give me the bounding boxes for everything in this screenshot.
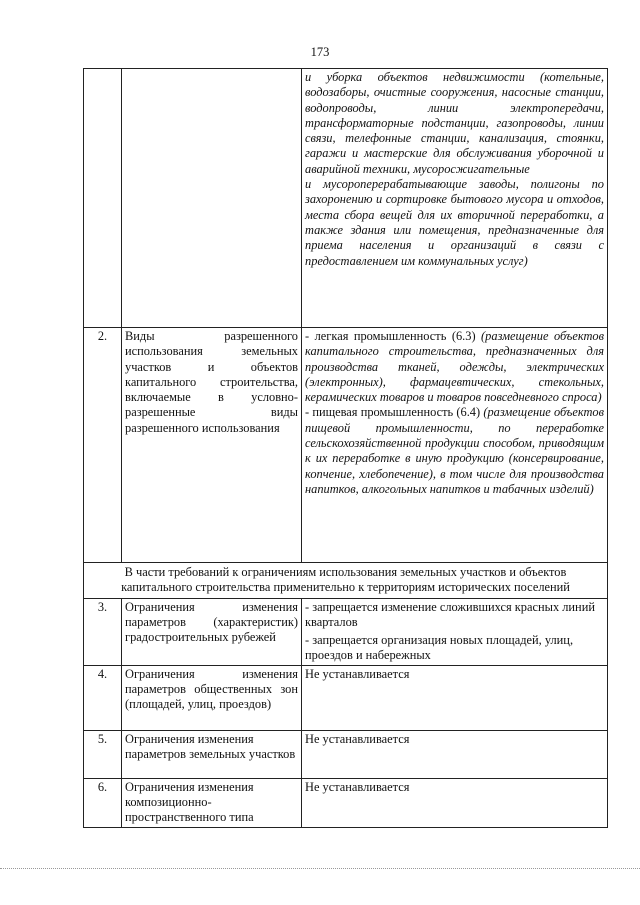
regulations-table: [83, 68, 608, 828]
row-name: Ограничения изменения композиционно-пространственного типа: [122, 778, 302, 827]
table-row: [84, 563, 608, 599]
table-row: [84, 69, 608, 328]
row-name: Виды разрешенного использования земельных участков и объектов капитального строительства, включаемые в условно-разрешенные виды разрешенного использования: [122, 328, 302, 563]
row-name: Ограничения изменения параметров (характеристик) градостроительных рубежей: [122, 598, 302, 665]
row-value: Не устанавливается: [302, 730, 608, 778]
item-label: - пищевая промышленность (6.4): [305, 405, 484, 420]
table-row: [84, 778, 608, 827]
item-description: (размещение объектов капитального строительства, предназначенных для производства тканей, одежды, электрических (электронных), фармацевтических, стекольных, керамических товаров и товаров повседневного спроса): [305, 329, 605, 405]
table-row: [84, 328, 608, 563]
item-description: (размещение объектов пищевой промышленности, по переработке сельскохозяйственной продукции способом, приводящим к их переработке в иную продукцию (консервирование, копчение, хлебопечение), в том числе для производства напитков, алкогольных напитков и табачных изделий): [305, 405, 605, 496]
page-number: 173: [310, 45, 330, 59]
table-row: [84, 598, 608, 665]
restriction-item: - запрещается организация новых площадей, улиц, проездов и набережных: [305, 633, 574, 663]
row-value: [302, 598, 608, 665]
table-row: [84, 665, 608, 730]
row-value: [302, 69, 608, 328]
row-number: 2.: [84, 328, 122, 563]
conditional-use-item: [305, 329, 604, 405]
row-value: Не устанавливается: [302, 665, 608, 730]
row-number: 6.: [84, 778, 122, 827]
row-name: Ограничения изменения параметров земельных участков: [122, 730, 302, 778]
permitted-use-text: и уборка объектов недвижимости (котельные, водозаборы, очистные сооружения, насосные станции, водопроводы, линии электропередачи, трансформаторные подстанции, газопроводы, линии связи, телефонные станции, канализация, стоянки, гаражи и мастерские для обслуживания уборочной и аварийной техники, мусоросжигательные: [305, 70, 604, 176]
row-number: 5.: [84, 730, 122, 778]
section-heading: В части требований к ограничениям использования земельных участков и объектов капитального строительства применительно к территориям исторических поселений: [84, 563, 608, 599]
row-number: [84, 69, 122, 328]
item-label: - легкая промышленность (6.3): [305, 329, 482, 343]
table-row: [84, 730, 608, 778]
row-name: Ограничения изменения параметров общественных зон (площадей, улиц, проездов): [122, 665, 302, 730]
restriction-item: - запрещается изменение сложившихся красных линий кварталов: [305, 599, 595, 629]
row-name: [122, 69, 302, 328]
row-value: Не устанавливается: [302, 778, 608, 827]
scan-edge-divider: [0, 868, 640, 869]
row-value: [302, 328, 608, 563]
conditional-use-item: [305, 405, 604, 497]
row-number: 3.: [84, 598, 122, 665]
permitted-use-text: и мусороперерабатывающие заводы, полигоны по захоронению и сортировке бытового мусора и отходов, места сбора вещей для их вторичной переработки, а также здания или помещения, предназначенные для приема населения и организаций в связи с предоставлением им коммунальных услуг): [305, 177, 604, 268]
row-number: 4.: [84, 665, 122, 730]
